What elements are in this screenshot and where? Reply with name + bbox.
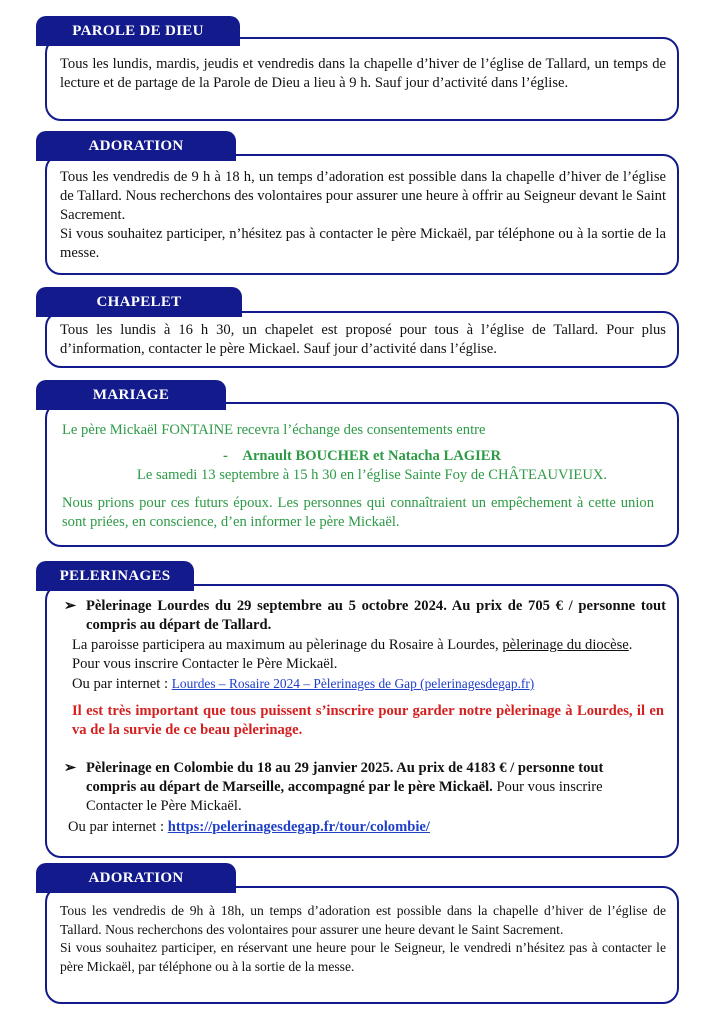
bullet-arrow-icon: ➢ [64,760,77,776]
lourdes-diocese-link[interactable]: pèlerinage du diocèse [502,637,629,653]
lourdes-heading: Pèlerinage Lourdes du 29 septembre au 5 octobre 2024. Au prix de 705 € / personne tout compris au départ de Tallard. [86,598,666,633]
lourdes-text-a: La paroisse participera au maximum au pèlerinage du Rosaire à Lourdes, [72,637,503,653]
adoration-title: ADORATION [36,131,236,161]
colombie-web-link[interactable]: https://pelerinagesdegap.fr/tour/colombie/ [167,819,430,835]
adoration-title-2: ADORATION [36,863,236,893]
adoration2-paragraph-1: Tous les vendredis de 9h à 18h, un temps d’adoration est possible dans la chapelle d’hiver de l’église de Tallard. Nous recherchons des volontaires pour assurer une heure devant le Saint Sacrement. [60,903,666,937]
mariage-couple-line [0,447,724,466]
parole-text: Tous les lundis, mardis, jeudis et vendredis dans la chapelle d’hiver de l’église de Tallard, un temps de lecture et de partage de la Parole de Dieu a lieu à 9 h. Sauf jour d’activité dans l’église. [60,56,666,91]
mariage-date: Le samedi 13 septembre à 15 h 30 en l’église Sainte Foy de CHÂTEAUVIEUX. [136,467,608,483]
lourdes-text [72,636,660,674]
mariage-title: MARIAGE [36,380,226,410]
adoration-paragraph-1: Tous les vendredis de 9 h à 18 h, un temps d’adoration est possible dans la chapelle d’hiver de l’église de Tallard. Nous recherchons des volontaires pour assurer une heure à offrir au Seigneur devant le Saint Sacrement. [60,169,666,223]
chapelet-title: CHAPELET [36,287,242,317]
adoration-text-2 [60,902,666,976]
mariage-couple: Arnault BOUCHER et Natacha LAGIER [242,448,502,464]
bullet-arrow-icon: ➢ [64,598,77,614]
lourdes-text-b: . Pour vous inscrire Contacter le Père Mickaël. [72,637,633,672]
mariage-intro: Le père Mickaël FONTAINE recevra l’échange des consentements entre [62,422,486,438]
lourdes-web-line [72,674,662,694]
lourdes-web-link[interactable]: Lourdes – Rosaire 2024 – Pèlerinages de Gap (pelerinagesdegap.fr) [171,676,535,691]
chapelet-text: Tous les lundis à 16 h 30, un chapelet est proposé pour tous à l’église de Tallard. Pour plus d’information, contacter le père Mickael. Sauf jour d’activité dans l’église. [60,322,666,357]
adoration-text [60,168,666,263]
parole-title: PAROLE DE DIEU [36,16,240,46]
mariage-couple-dash: - [222,448,228,464]
colombie-web-prefix: Ou par internet : [68,819,168,835]
lourdes-warning: Il est très important que tous puissent s’inscrire pour garder notre pèlerinage à Lourdes, il en va de la survie de ce beau pèlerinage. [72,703,664,738]
pelerinages-title: PELERINAGES [36,561,194,591]
colombie-tail: Pour vous inscrire Contacter le Père Mickaël. [86,779,603,814]
colombie-web-line [68,818,658,837]
adoration2-paragraph-2: Si vous souhaitez participer, en réservant une heure pour le Seigneur, le vendredi n’hésitez pas à contacter le père Mickaël, par téléphone ou à la sortie de la messe. [60,940,666,974]
mariage-prayer: Nous prions pour ces futurs époux. Les personnes qui connaîtraient un empêchement à cette union sont priées, en conscience, d’en informer le père Mickaël. [62,495,654,530]
colombie-heading: Pèlerinage en Colombie du 18 au 29 janvier 2025. Au prix de 4183 € / personne tout compris au départ de Marseille, accompagné par le père Mickaël. [86,760,604,795]
colombie-item [64,759,666,816]
lourdes-item [64,597,666,635]
lourdes-web-prefix: Ou par internet : [72,676,172,692]
adoration-paragraph-2: Si vous souhaitez participer, n’hésitez pas à contacter le père Mickaël, par téléphone ou à la sortie de la messe. [60,226,666,261]
